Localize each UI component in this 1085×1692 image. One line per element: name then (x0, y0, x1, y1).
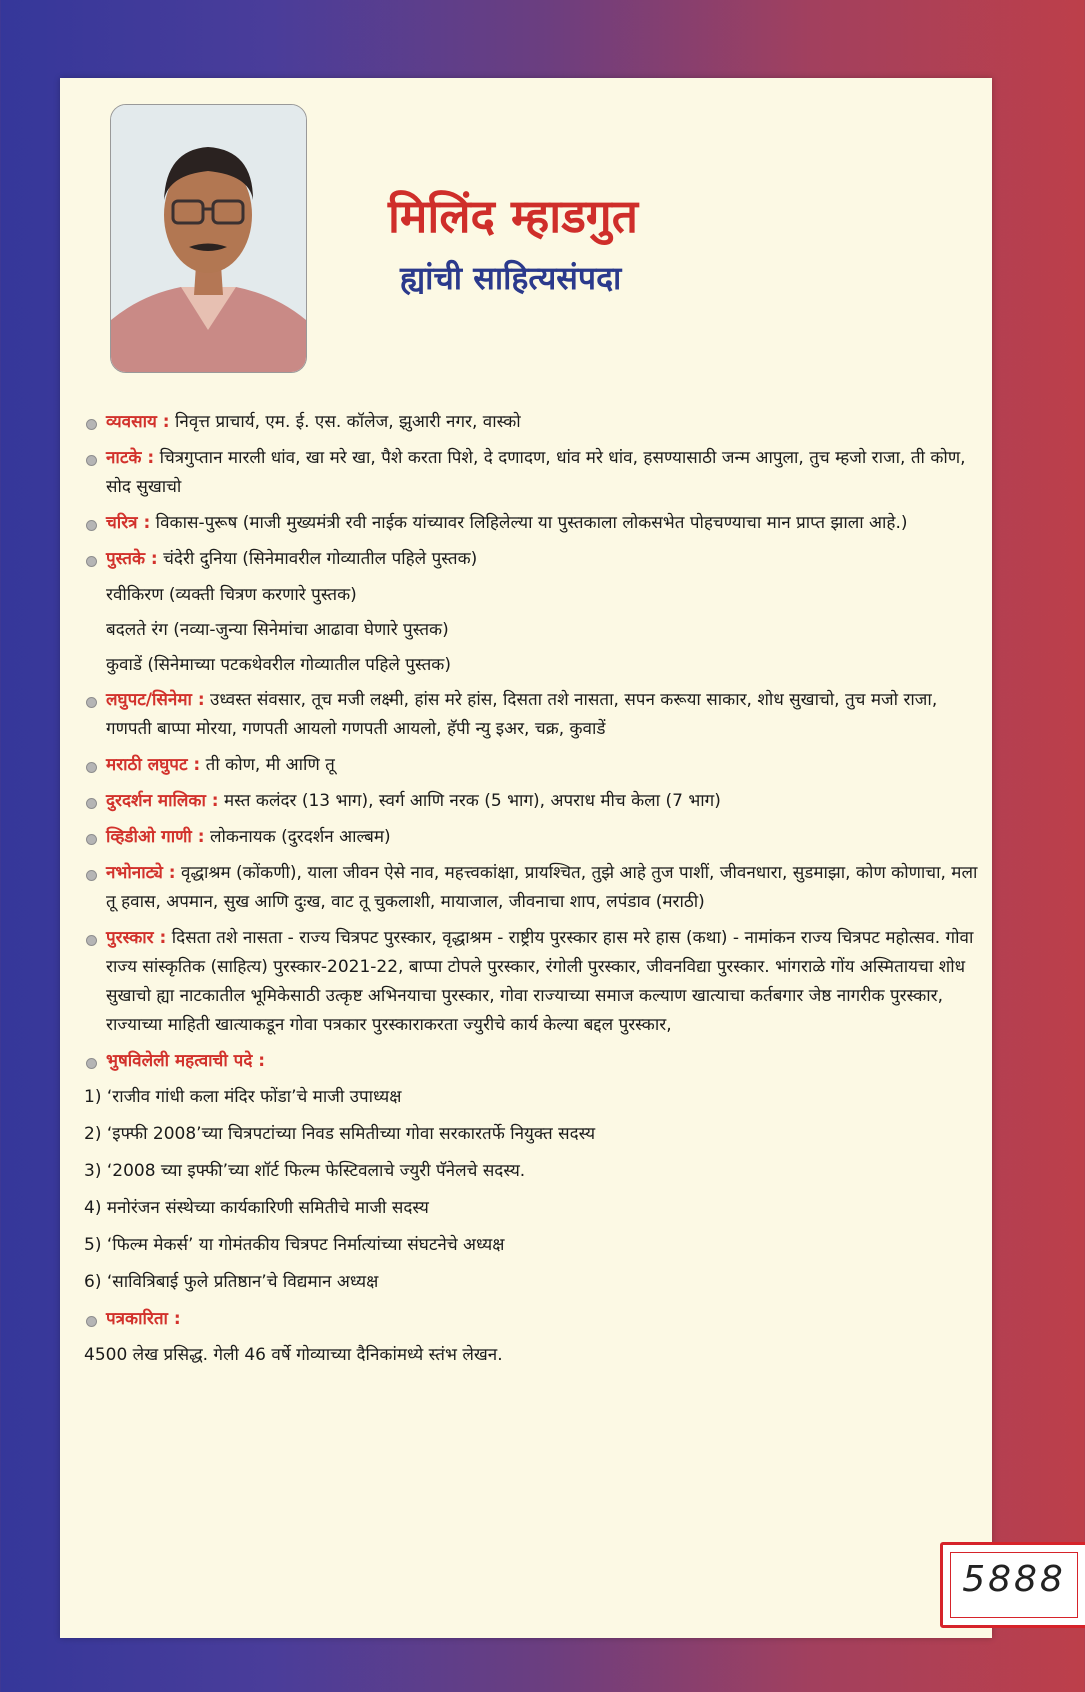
item-text: वृद्धाश्रम (कोंकणी), याला जीवन ऐसे नाव, महत्त्वकांक्षा, प्रायश्चित, तुझे आहे तुज पाशीं, जीवनधारा, सुडमाझा, कोण कोणाचा, मला तू हवास, अपमान, सुख आणि दुःख, वाट तू चुकलाशी, मायाजाल, जीवनाचा शाप, लपंडाव (मराठी) (106, 863, 978, 912)
list-item-awards (82, 924, 982, 1040)
author-name: मिलिंद म्हाडगुत (388, 189, 638, 243)
bullet-icon (86, 1316, 97, 1327)
item-label: नाटके : (106, 448, 155, 468)
bullet-icon (86, 1058, 97, 1069)
item-text: निवृत्त प्राचार्य, एम. ई. एस. कॉलेज, झुआरी नगर, वास्को (169, 412, 521, 432)
item-text: चित्रगुप्तान मारली धांव, खा मरे खा, पैशे करता पिशे, दे दणादण, धांव मरे धांव, हसण्यासाठी जन्म आपुला, तुच म्हजो राजा, ती कोण, सोद सुखाचो (106, 448, 966, 497)
item-label: चरित्र : (106, 513, 151, 533)
item-label: दुरदर्शन मालिका : (106, 791, 219, 811)
list-item-journalism (82, 1305, 982, 1334)
post-line: 1) ‘राजीव गांधी कला मंदिर फोंडा’चे माजी उपाध्यक्ष (84, 1087, 402, 1107)
item-text: मस्त कलंदर (13 भाग), स्वर्ग आणि नरक (5 भाग), अपराध मीच केला (7 भाग) (218, 791, 721, 811)
item-label: पत्रकारिता : (106, 1309, 181, 1329)
tag-number: 5888 (962, 1559, 1066, 1600)
bullet-icon (86, 697, 97, 708)
list-item-tv-serials (82, 787, 982, 816)
bullet-icon (86, 798, 97, 809)
bibliography-list (82, 408, 982, 1378)
item-text: दिसता तशे नासता - राज्य चित्रपट पुरस्कार, वृद्धाश्रम - राष्ट्रीय पुरस्कार हास मरे हास (कथा) - नामांकन राज्य चित्रपट महोत्सव. गोवा राज्य सांस्कृतिक (साहित्य) पुरस्कार-2021-22, बाप्पा टोपले पुरस्कार, रंगोली पुरस्कार, जीवनविद्या पुरस्कार. भांगराळे गोंय अस्मितायचा शोध सुखाचो ह्या नाटकातील भूमिकेसाठी उत्कृष्ट अभिनयाचा पुरस्कार, गोवा राज्याच्या समाज कल्याण खात्याचा कर्तबगार जेष्ठ नागरीक पुरस्कार, राज्याच्या माहिती खात्याकडून गोवा पत्रकार पुरस्काराकरता ज्युरीचे कार्य केल्या बद्दल पुरस्कार, (106, 928, 974, 1035)
post-line: 3) ‘2008 च्या इफ्फी’च्या शॉर्ट फिल्म फेस्टिवलाचे ज्युरी पॅनेलचे सदस्य. (84, 1161, 526, 1181)
author-photo (110, 104, 307, 373)
list-item-plays (82, 444, 982, 502)
list-item-marathi-short-films (82, 751, 982, 780)
item-label: नभोनाट्ये : (106, 863, 176, 883)
item-label: मराठी लघुपट : (106, 755, 201, 775)
book-line: बदलते रंग (नव्या-जुन्या सिनेमांचा आढावा घेणारे पुस्तक) (106, 620, 449, 640)
back-cover-panel (60, 78, 992, 1638)
item-label: व्हिडीओ गाणी : (106, 827, 205, 847)
post-line: 6) ‘सावित्रिबाई फुले प्रतिष्ठान’चे विद्यमान अध्यक्ष (84, 1272, 379, 1292)
author-subtitle: ह्यांची साहित्यसंपदा (400, 259, 622, 297)
item-label: पुस्तके : (106, 549, 158, 569)
list-item-short-films (82, 686, 982, 744)
bullet-icon (86, 762, 97, 773)
list-item-video-songs (82, 823, 982, 852)
item-label: व्यवसाय : (106, 412, 170, 432)
author-portrait-image (111, 105, 306, 372)
post-line: 4) मनोरंजन संस्थेच्या कार्यकारिणी समितीचे माजी सदस्य (84, 1198, 429, 1218)
list-item-posts-held (82, 1047, 982, 1076)
bullet-icon (86, 556, 97, 567)
item-text: ती कोण, मी आणि तू (200, 755, 335, 775)
post-line: 5) ‘फिल्म मेकर्स’ या गोमंतकीय चित्रपट निर्मात्यांच्या संघटनेचे अध्यक्ष (84, 1235, 505, 1255)
list-item-biography (82, 509, 982, 538)
item-text: लोकनायक (दुरदर्शन आल्बम) (204, 827, 391, 847)
bullet-icon (86, 834, 97, 845)
book-line: रवीकिरण (व्यक्ती चित्रण करणारे पुस्तक) (106, 585, 357, 605)
list-item-books (82, 545, 982, 574)
list-item-radio-plays (82, 859, 982, 917)
item-label: पुरस्कार : (106, 928, 167, 948)
book-line: कुवाडें (सिनेमाच्या पटकथेवरील गोव्यातील पहिले पुस्तक) (106, 655, 451, 675)
item-text: चंदेरी दुनिया (सिनेमावरील गोव्यातील पहिले पुस्तक) (157, 549, 478, 569)
item-text: विकास-पुरूष (माजी मुख्यमंत्री रवी नाईक यांच्यावर लिहिलेल्या या पुस्तकाला लोकसभेत पोहचण्याचा मान प्राप्त झाला आहे.) (150, 513, 908, 533)
bullet-icon (86, 935, 97, 946)
journalism-text: 4500 लेख प्रसिद्ध. गेली 46 वर्षे गोव्याच्या दैनिकांमध्ये स्तंभ लेखन. (84, 1345, 503, 1365)
post-line: 2) ‘इफ्फी 2008’च्या चित्रपटांच्या निवड समितीच्या गोवा सरकारतर्फे नियुक्त सदस्य (84, 1124, 596, 1144)
bullet-icon (86, 520, 97, 531)
bullet-icon (86, 419, 97, 430)
catalog-number-tag (940, 1542, 1085, 1628)
bullet-icon (86, 455, 97, 466)
list-item-profession (82, 408, 982, 437)
item-label: लघुपट/सिनेमा : (106, 690, 205, 710)
item-text: उध्वस्त संवसार, तूच मजी लक्ष्मी, हांस मरे हांस, दिसता तशे नासता, सपन करूया साकार, शोध सुखाचो, तुच मजो राजा, गणपती बाप्पा मोरया, गणपती आयलो गणपती आयलो, हॅपी न्यु इअर, चक्र, कुवाडें (106, 690, 938, 739)
bullet-icon (86, 870, 97, 881)
item-label: भुषविलेली महत्वाची पदे : (106, 1051, 266, 1071)
